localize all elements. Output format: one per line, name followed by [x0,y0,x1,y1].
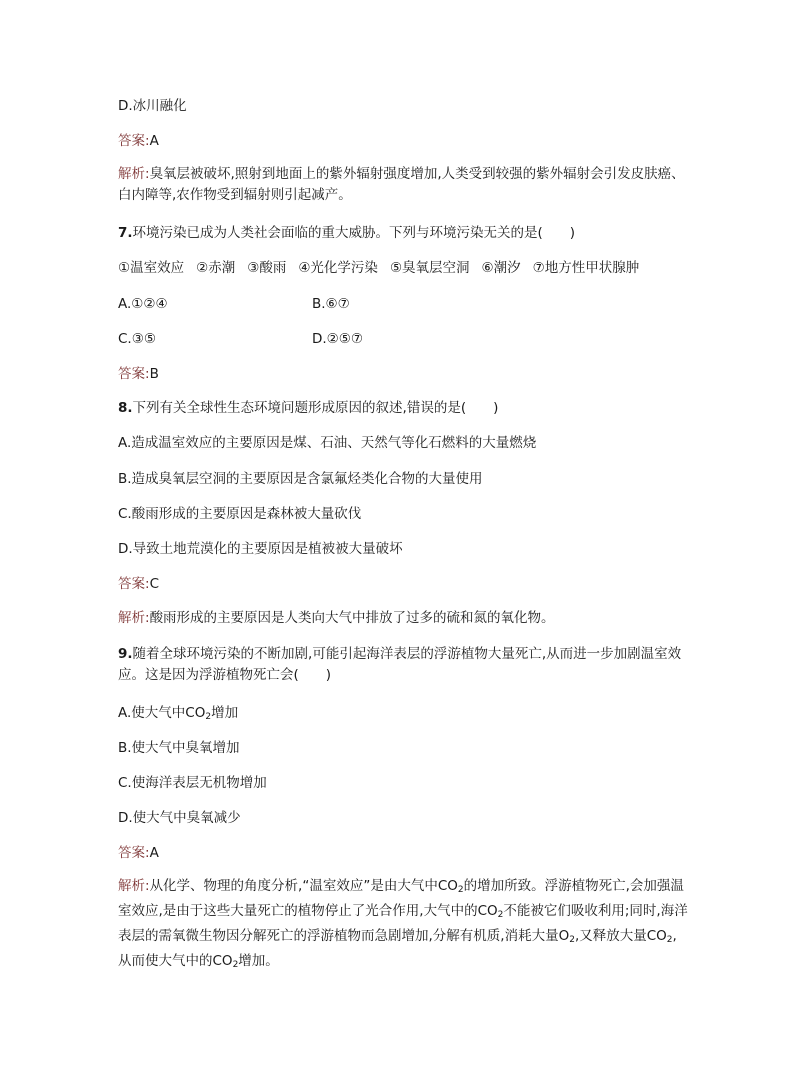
q6-option-d: D.冰川融化 [118,98,187,114]
analysis-text: 增加。 [238,953,279,969]
option-text: 增加 [211,705,239,721]
analysis-text: 臭氧层被破坏,照射到地面上的紫外辐射强度增加,人类受到较强的紫外辐射会引发皮肤癌、白内障等,农作物受到辐射则引起减产。 [118,166,685,203]
question-number: 9. [118,646,133,662]
q7-option-a: A.①②④ [118,296,168,312]
q9-option-c: C.使海洋表层无机物增加 [118,775,267,791]
q8-answer [118,574,159,594]
analysis-label: 解析: [118,878,150,894]
option-text: A.使大气中CO [118,705,206,721]
q8-option-c: C.酸雨形成的主要原因是森林被大量砍伐 [118,506,362,522]
analysis-text: 不能被它们吸收利用;同时,海洋表层的需氧微生物因分解死亡的浮游植物而急剧增加,分解有机质,消耗大量O [118,903,688,944]
analysis-text: ,从而使大气中的CO [118,928,677,969]
analysis-text: ,又释放大量CO [574,928,667,944]
item: ②赤潮 [196,260,236,276]
analysis-text: 的增加所致。浮游植物死亡,会加强温室效应,是由于这些大量死亡的植物停止了光合作用,大气中的CO [118,878,684,919]
subscript: 2 [457,885,464,895]
answer-label: 答案: [118,576,150,592]
q9-option-a [118,703,238,727]
q6-analysis [118,164,688,206]
analysis-text: 酸雨形成的主要原因是人类向大气中排放了过多的硫和氮的氧化物。 [149,610,555,626]
q8-option-d: D.导致土地荒漠化的主要原因是植被被大量破坏 [118,541,403,557]
q7-items [118,258,651,278]
item: ⑦地方性甲状腺肿 [532,260,640,276]
subscript: 2 [569,935,575,945]
q7-option-b: B.⑥⑦ [312,296,350,312]
q8-option-b: B.造成臭氧层空洞的主要原因是含氯氟烃类化合物的大量使用 [118,471,483,487]
question-number: 8. [118,400,133,416]
q8-analysis [118,608,555,628]
q8-stem [118,398,498,418]
question-number: 7. [118,225,133,241]
question-text: 下列有关全球性生态环境问题形成原因的叙述,错误的是( ) [132,400,499,416]
answer-label: 答案: [118,845,150,861]
q7-stem [118,223,575,243]
q9-option-b: B.使大气中臭氧增加 [118,740,240,756]
q7-answer [118,364,159,384]
answer-value: C [149,576,159,592]
subscript: 2 [205,712,212,722]
analysis-label: 解析: [118,166,150,182]
q7-option-d: D.②⑤⑦ [312,331,363,347]
answer-label: 答案: [118,133,150,149]
answer-value: B [149,366,159,382]
q7-option-c: C.③⑤ [118,331,156,347]
question-text: 环境污染已成为人类社会面临的重大威胁。下列与环境污染无关的是( ) [132,225,576,241]
subscript: 2 [666,935,673,945]
q9-stem [118,644,688,686]
answer-value: A [149,133,159,149]
item: ③酸雨 [247,260,287,276]
subscript: 2 [232,960,239,970]
q6-answer [118,131,159,151]
item: ⑥潮汐 [481,260,521,276]
q8-option-a: A.造成温室效应的主要原因是煤、石油、天然气等化石燃料的大量燃烧 [118,435,537,451]
analysis-text: 从化学、物理的角度分析,“温室效应”是由大气中CO [149,878,458,894]
q9-option-d: D.使大气中臭氧减少 [118,810,241,826]
item: ①温室效应 [118,260,185,276]
q9-answer [118,843,159,863]
answer-label: 答案: [118,366,150,382]
analysis-label: 解析: [118,610,150,626]
answer-value: A [149,845,159,861]
item: ④光化学污染 [298,260,378,276]
item: ⑤臭氧层空洞 [389,260,470,276]
q9-analysis [118,876,688,976]
question-text: 随着全球环境污染的不断加剧,可能引起海洋表层的浮游植物大量死亡,从而进一步加剧温室效应。这是因为浮游植物死亡会( ) [118,646,682,683]
subscript: 2 [497,910,504,920]
